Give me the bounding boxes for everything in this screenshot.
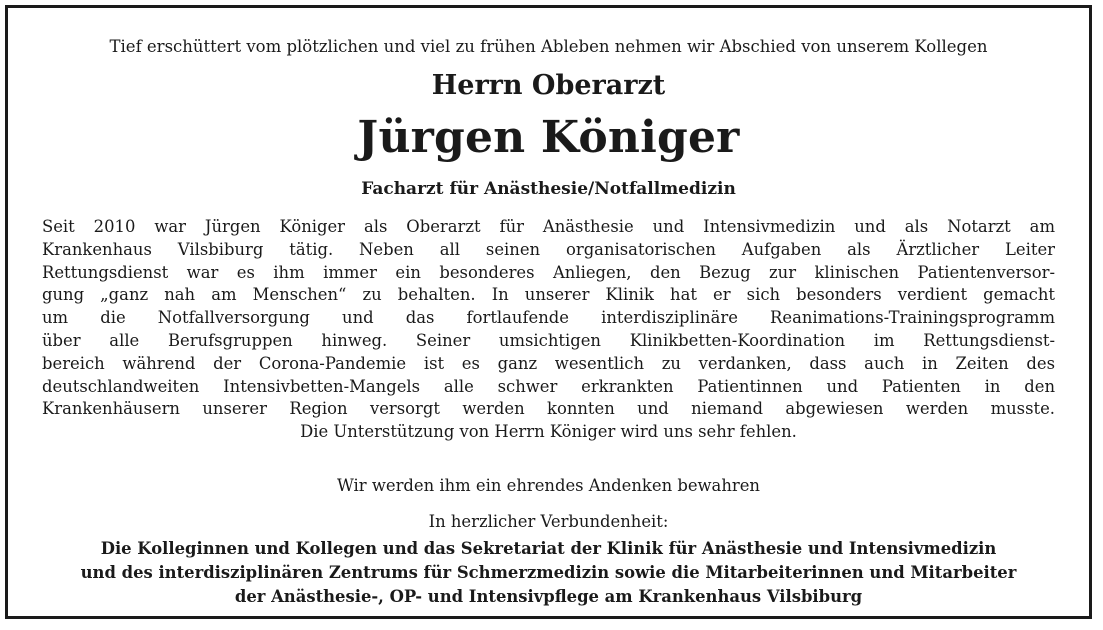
specialty-line: Facharzt für Anästhesie/Notfallmedizin [361,179,736,199]
deceased-name: Jürgen Königer [357,112,740,163]
intro-text: Tief erschüttert vom plötzlichen und viel zu frühen Ableben nehmen wir Abschied von unserem Kollegen [109,37,988,56]
signers-block [42,537,1055,609]
tribute-line: Wir werden ihm ein ehrendes Andenken bewahren [337,476,760,495]
body-line: Seit 2010 war Jürgen Königer als Oberarzt für Anästhesie und Intensivmedizin und als Notarzt am [42,217,1055,236]
body-paragraph [42,216,1055,444]
greeting-line: In herzlicher Verbundenheit: [428,512,669,531]
body-closing-line: Die Unterstützung von Herrn Königer wird uns sehr fehlen. [300,422,797,442]
body-line: Krankenhaus Vilsbiburg tätig. Neben all seinen organisatorischen Aufgaben als Ärztlicher Leiter [42,239,1055,259]
obituary-frame [5,5,1092,619]
body-line: über alle Berufsgruppen hinweg. Seiner umsichtigen Klinikbetten-Koordination im Rettungsdienst- [42,330,1055,350]
honorific-title: Herrn Oberarzt [431,70,666,101]
obituary-content [42,8,1055,616]
signer-line: und des interdisziplinären Zentrums für Schmerzmedizin sowie die Mitarbeiterinnen und Mitarbeiter [80,563,1017,582]
body-line: um die Notfallversorgung und das fortlaufende interdisziplinäre Reanimations-Trainingsprogramm [42,308,1055,328]
body-line: Rettungsdienst war es ihm immer ein besonderes Anliegen, den Bezug zur klinischen Patientenversor- [42,262,1055,282]
body-line: Krankenhäusern unserer Region versorgt werden konnten und niemand abgewiesen werden musste. [42,399,1055,419]
signer-line: Die Kolleginnen und Kollegen und das Sekretariat der Klinik für Anästhesie und Intensivmedizin [100,539,997,558]
signer-line: der Anästhesie-, OP- und Intensivpflege am Krankenhaus Vilsbiburg [234,587,863,606]
body-line: gung „ganz nah am Menschen“ zu behalten. In unserer Klinik hat er sich besonders verdient gemacht [42,285,1055,305]
body-line: bereich während der Corona-Pandemie ist es ganz wesentlich zu verdanken, dass auch in Zeiten des [42,353,1055,373]
body-line: deutschlandweiten Intensivbetten-Mangels alle schwer erkrankten Patientinnen und Patienten in den [42,376,1055,396]
